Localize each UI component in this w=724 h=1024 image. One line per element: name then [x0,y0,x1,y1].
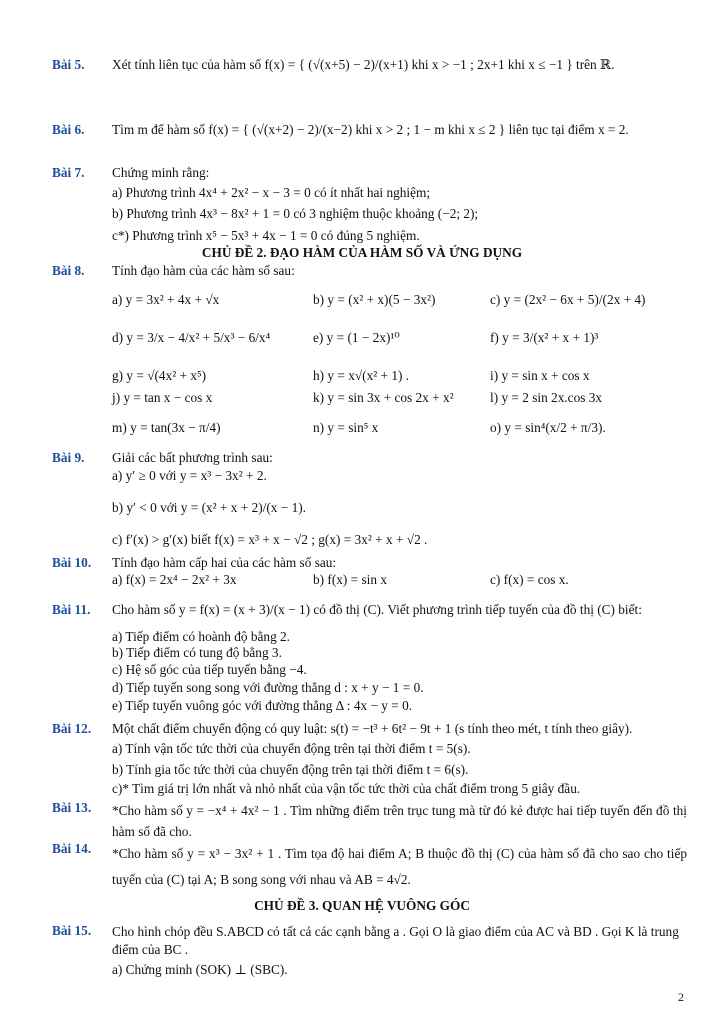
item-text: e) y = (1 − 2x)¹⁰ [313,330,400,345]
exercise-text: Giải các bất phương trình sau: [112,450,273,465]
exercise-text: Tính đạo hàm cấp hai của các hàm số sau: [112,555,337,570]
exercise-text: *Cho hàm số y = −x⁴ + 4x² − 1 . Tìm những điểm trên trục tung mà từ đó kẻ được hai tiếp tuyến đến đồ thị hàm số đã cho. [112,803,687,839]
exercise-text: Chứng minh rằng: [112,165,210,180]
exercise-label: Bài 12. [52,721,92,736]
item-text: l) y = 2 sin 2x.cos 3x [490,390,603,405]
exercise-label: Bài 6. [52,122,85,137]
exercise-text: Tìm m để hàm số f(x) = { (√(x+2) − 2)/(x−2) khi x > 2 ; 1 − m khi x ≤ 2 } liên tục tại điểm x = 2. [112,122,629,137]
exercise-label: Bài 7. [52,165,85,180]
section-heading-2: CHỦ ĐỀ 2. ĐẠO HÀM CỦA HÀM SỐ VÀ ỨNG DỤNG [201,245,523,260]
item-text: a) Phương trình 4x⁴ + 2x² − x − 3 = 0 có ít nhất hai nghiệm; [112,185,431,200]
exercise-label: Bài 13. [52,800,92,815]
item-text: e) Tiếp tuyến vuông góc với đường thẳng Δ : 4x − y = 0. [112,698,413,713]
item-text: b) Tính gia tốc tức thời của chuyển động trên tại thời điểm t = 6(s). [112,762,469,777]
item-text: k) y = sin 3x + cos 2x + x² [313,390,454,405]
exercise-label: Bài 15. [52,923,92,938]
item-text: c) y = (2x² − 6x + 5)/(2x + 4) [490,292,646,307]
item-text: c) f(x) = cos x. [490,572,569,587]
item-text: b) Phương trình 4x³ − 8x² + 1 = 0 có 3 nghiệm thuộc khoảng (−2; 2); [112,206,479,221]
item-text: j) y = tan x − cos x [112,390,213,405]
exercise-label: Bài 11. [52,602,91,617]
item-text: c*) Phương trình x⁵ − 5x³ + 4x − 1 = 0 có đúng 5 nghiệm. [112,228,420,243]
item-text: a) y′ ≥ 0 với y = x³ − 3x² + 2. [112,468,267,483]
exercise-text: Một chất điểm chuyển động có quy luật: s(t) = −t³ + 6t² − 9t + 1 (s tính theo mét, t tính theo giây). [112,721,633,736]
item-text: b) y = (x² + x)(5 − 3x²) [313,292,436,307]
exercise-label: Bài 5. [52,57,85,72]
item-text: a) Tính vận tốc tức thời của chuyển động trên tại thời điểm t = 5(s). [112,741,471,756]
item-text: c) Hệ số góc của tiếp tuyến bằng −4. [112,662,307,677]
item-text: c) f′(x) > g′(x) biết f(x) = x³ + x − √2 ; g(x) = 3x² + x + √2 . [112,532,428,547]
exercise-text: Cho hình chóp đều S.ABCD có tất cả các cạnh bằng a . Gọi O là giao điểm của AC và BD . Gọi K là trung điểm của BC . [112,924,679,957]
exercise-text: Cho hàm số y = f(x) = (x + 3)/(x − 1) có đồ thị (C). Viết phương trình tiếp tuyến của đồ thị (C) biết: [112,602,642,617]
item-text: n) y = sin⁵ x [313,420,379,435]
item-text: h) y = x√(x² + 1) . [313,368,410,383]
item-text: a) Chứng minh (SOK) ⊥ (SBC). [112,962,288,977]
item-text: f) y = 3/(x² + x + 1)³ [490,330,599,345]
item-text: b) y′ < 0 với y = (x² + x + 2)/(x − 1). [112,500,306,515]
item-text: c)* Tìm giá trị lớn nhất và nhỏ nhất của vận tốc tức thời của chất điểm trong 5 giây đầu. [112,781,581,796]
exercise-label: Bài 10. [52,555,92,570]
item-text: m) y = tan(3x − π/4) [112,420,221,435]
item-text: d) y = 3/x − 4/x² + 5/x³ − 6/x⁴ [112,330,271,345]
item-text: a) Tiếp điểm có hoành độ bằng 2. [112,629,291,644]
page-number: 2 [678,990,684,1004]
exercise-label: Bài 8. [52,263,85,278]
item-text: a) y = 3x² + 4x + √x [112,292,220,307]
item-text: i) y = sin x + cos x [490,368,590,383]
item-text: b) Tiếp điểm có tung độ bằng 3. [112,645,282,660]
section-heading-3: CHỦ ĐỀ 3. QUAN HỆ VUÔNG GÓC [254,898,470,913]
item-text: g) y = √(4x² + x⁵) [112,368,207,383]
exercise-text: Tính đạo hàm của các hàm số sau: [112,263,295,278]
exercise-label: Bài 14. [52,841,92,856]
exercise-text: *Cho hàm số y = x³ − 3x² + 1 . Tìm tọa độ hai điểm A; B thuộc đồ thị (C) của hàm số đã cho sao cho tiếp tuyến của (C) tại A; B song song với nhau và AB = 4√2. [112,846,687,887]
exercise-label: Bài 9. [52,450,85,465]
item-text: o) y = sin⁴(x/2 + π/3). [490,420,606,435]
exercise-text: Xét tính liên tục của hàm số f(x) = { (√(x+5) − 2)/(x+1) khi x > −1 ; 2x+1 khi x ≤ −1 } trên ℝ. [112,57,615,72]
item-text: a) f(x) = 2x⁴ − 2x² + 3x [112,572,237,587]
item-text: b) f(x) = sin x [313,572,387,587]
item-text: d) Tiếp tuyến song song với đường thẳng d : x + y − 1 = 0. [112,680,424,695]
